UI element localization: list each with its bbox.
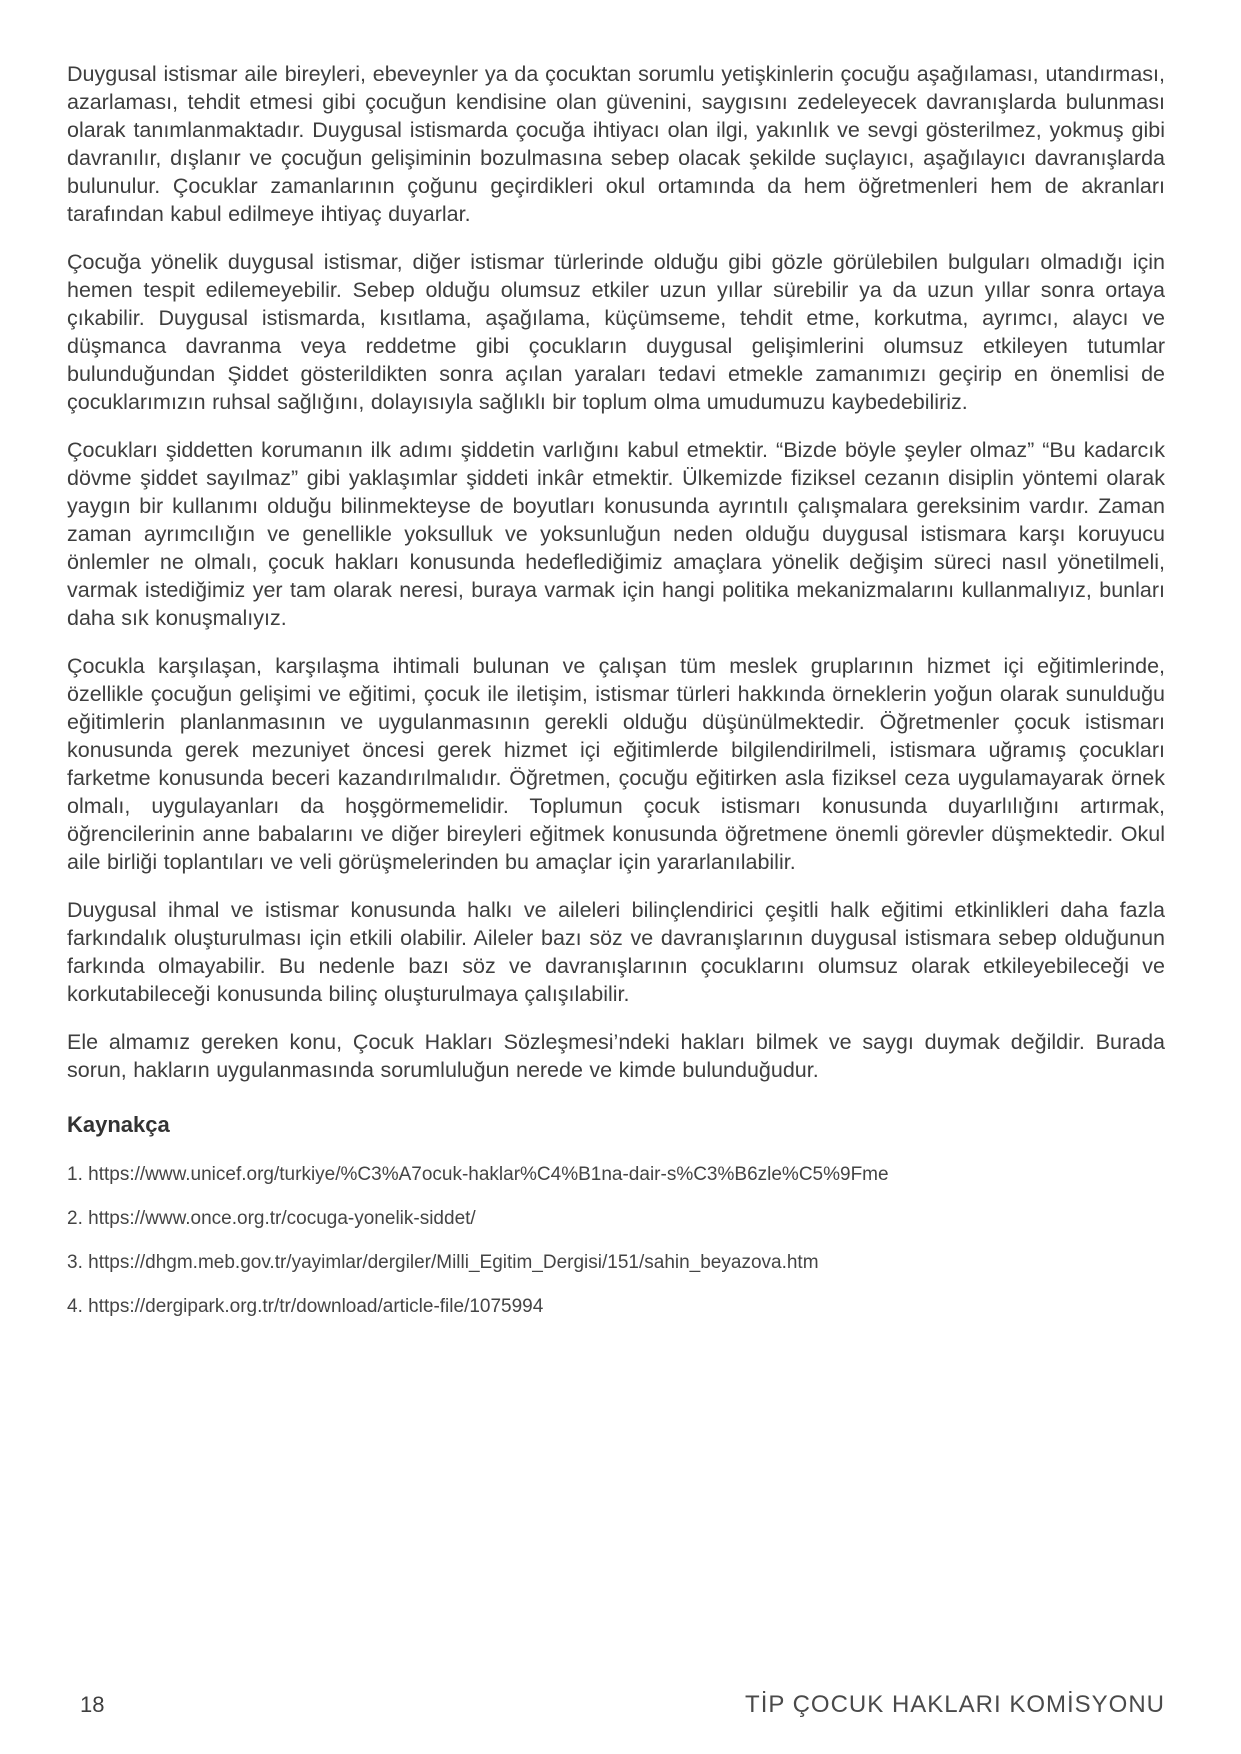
body-paragraph-3: Çocukları şiddetten korumanın ilk adımı şiddetin varlığını kabul etmektir. “Bizde böyle şeyler olmaz” “Bu kadarcık dövme şiddet sayılmaz” gibi yaklaşımlar şiddeti inkâr etmektir. Ülkemizde fiziksel cezanın disiplin yöntemi olarak yaygın bir kullanımı olduğu bilinmekteyse de boyutları konusunda ayrıntılı çalışmalara gereksinim vardır. Zaman zaman ayrımcılığın ve genellikle yoksulluk ve yoksunluğun neden olduğu duygusal istismara karşı koruyucu önlemler ne olmalı, çocuk hakları konusunda hedeflediğimiz amaçlara yönelik değişim süreci nasıl yönetilmeli, varmak istediğimiz yer tam olarak neresi, buraya varmak için hangi politika mekanizmalarını kullanmalıyız, bunları daha sık konuşmalıyız. — [67, 438, 1165, 630]
footer-title: TİP ÇOCUK HAKLARI KOMİSYONU — [745, 1691, 1165, 1718]
body-paragraph-6: Ele almamız gereken konu, Çocuk Hakları Sözleşmesi’ndeki hakları bilmek ve saygı duymak değildir. Burada sorun, hakların uygulanmasında sorumluluğun nerede ve kimde bulunduğudur. — [67, 1030, 1165, 1082]
body-paragraph-5: Duygusal ihmal ve istismar konusunda halkı ve aileleri bilinçlendirici çeşitli halk eğitimi etkinlikleri daha fazla farkındalık oluşturulması için etkili olabilir. Aileler bazı söz ve davranışlarının duygusal istismara sebep olduğunun farkında olmayabilir. Bu nedenle bazı söz ve davranışlarının çocuklarını olumsuz olarak etkileyebileceği ve korkutabileceği konusunda bilinç oluşturulmaya çalışılabilir. — [67, 898, 1165, 1006]
reference-item-2: 2. https://www.once.org.tr/cocuga-yonelik-siddet/ — [67, 1208, 476, 1229]
references-heading: Kaynakça — [67, 1112, 170, 1137]
reference-item-4: 4. https://dergipark.org.tr/tr/download/article-file/1075994 — [67, 1296, 544, 1317]
reference-item-3: 3. https://dhgm.meb.gov.tr/yayimlar/dergiler/Milli_Egitim_Dergisi/151/sahin_beyazova.htm — [67, 1252, 819, 1273]
page-number: 18 — [80, 1692, 105, 1717]
body-paragraph-4: Çocukla karşılaşan, karşılaşma ihtimali bulunan ve çalışan tüm meslek gruplarının hizmet içi eğitimlerinde, özellikle çocuğun gelişimi ve eğitimi, çocuk ile iletişim, istismar türleri hakkında örneklerin yoğun olarak sunulduğu eğitimlerin planlanmasının ve uygulanmasının gerekli olduğu düşünülmektedir. Öğretmenler çocuk istismarı konusunda gerek mezuniyet öncesi gerek hizmet içi eğitimlerde bilgilendirilmeli, istismara uğramış çocukları farketme konusunda beceri kazandırılmalıdır. Öğretmen, çocuğu eğitirken asla fiziksel ceza uygulamayarak örnek olmalı, uygulayanları da hoşgörmemelidir. Toplumun çocuk istismarı konusunda duyarlılığını artırmak, öğrencilerinin anne babalarını ve diğer bireyleri eğitmek konusunda öğretmene önemli görevler düşmektedir. Okul aile birliği toplantıları ve veli görüşmelerinden bu amaçlar için yararlanılabilir. — [67, 654, 1165, 874]
page-footer — [80, 1691, 1165, 1719]
body-paragraph-2: Çocuğa yönelik duygusal istismar, diğer istismar türlerinde olduğu gibi gözle görülebilen bulguları olmadığı için hemen tespit edilemeyebilir. Sebep olduğu olumsuz etkiler uzun yıllar sürebilir ya da uzun yıllar sonra ortaya çıkabilir. Duygusal istismarda, kısıtlama, aşağılama, küçümseme, tehdit etme, korkutma, ayrımcı, alaycı ve düşmanca davranma veya reddetme gibi çocukların duygusal gelişimlerini olumsuz etkileyen tutumlar bulunduğundan Şiddet gösterildikten sonra açılan yaraları tedavi etmekle zamanımızı geçirip en önemlisi de çocuklarımızın ruhsal sağlığını, dolayısıyla sağlıklı bir toplum olma umudumuzu kaybedebiliriz. — [67, 250, 1165, 414]
body-paragraph-1: Duygusal istismar aile bireyleri, ebeveynler ya da çocuktan sorumlu yetişkinlerin çocuğu aşağılaması, utandırması, azarlaması, tehdit etmesi gibi çocuğun kendisine olan güvenini, saygısını zedeleyecek davranışlarda bulunması olarak tanımlanmaktadır. Duygusal istismarda çocuğa ihtiyacı olan ilgi, yakınlık ve sevgi gösterilmez, yokmuş gibi davranılır, dışlanır ve çocuğun gelişiminin bozulmasına sebep olacak şekilde suçlayıcı, aşağılayıcı davranışlarda bulunulur. Çocuklar zamanlarının çoğunu geçirdikleri okul ortamında da hem öğretmenleri hem de akranları tarafından kabul edilmeye ihtiyaç duyarlar. — [67, 62, 1165, 226]
body-text — [67, 60, 1165, 1084]
references-section — [67, 1112, 1165, 1318]
reference-item-1: 1. https://www.unicef.org/turkiye/%C3%A7ocuk-haklar%C4%B1na-dair-s%C3%B6zle%C5%9Fme — [67, 1164, 889, 1185]
